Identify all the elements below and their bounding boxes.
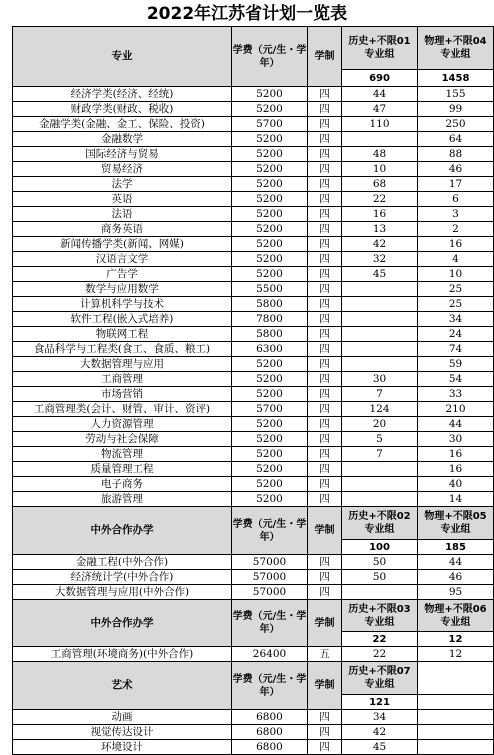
duration-cell: 四 [308, 177, 342, 192]
group1-total: 22 [342, 632, 418, 647]
group2-count-cell: 2 [418, 222, 494, 237]
table-row [13, 312, 494, 327]
group2-count-cell: 46 [418, 570, 494, 585]
section-header-row [13, 507, 494, 540]
major-cell: 工商管理 [13, 372, 232, 387]
group1-count-cell [342, 492, 418, 507]
major-cell: 财政学类(财政、税收) [13, 102, 232, 117]
group2-count-cell: 40 [418, 477, 494, 492]
table-row [13, 432, 494, 447]
major-cell: 汉语言文学 [13, 252, 232, 267]
duration-cell: 四 [308, 387, 342, 402]
table-row [13, 252, 494, 267]
duration-cell: 四 [308, 327, 342, 342]
group2-header-line: 物理+不限06 [424, 603, 487, 615]
major-cell: 数学与应用数学 [13, 282, 232, 297]
group2-count-cell: 25 [418, 297, 494, 312]
table-row [13, 192, 494, 207]
group1-count-cell: 34 [342, 710, 418, 725]
tuition-cell: 5200 [232, 252, 308, 267]
group2-count-cell: 17 [418, 177, 494, 192]
tuition-cell: 5200 [232, 147, 308, 162]
duration-cell: 四 [308, 462, 342, 477]
major-cell: 法学 [13, 177, 232, 192]
major-cell: 软件工程(嵌入式培养) [13, 312, 232, 327]
group2-header-line: 物理+不限05 [424, 511, 487, 522]
group1-header-line: 专业组 [364, 524, 395, 535]
group2-total: 1458 [418, 70, 494, 87]
table-row [13, 342, 494, 357]
major-cell: 劳动与社会保障 [13, 432, 232, 447]
tuition-cell: 5200 [232, 447, 308, 462]
group1-total: 121 [342, 695, 418, 710]
group2-count-cell: 88 [418, 147, 494, 162]
group2-count-cell: 74 [418, 342, 494, 357]
group2-count-cell: 250 [418, 117, 494, 132]
group1-count-cell: 45 [342, 267, 418, 282]
group1-count-cell: 48 [342, 147, 418, 162]
table-row [13, 297, 494, 312]
group1-count-cell: 42 [342, 725, 418, 740]
duration-cell: 四 [308, 357, 342, 372]
group1-count-cell: 68 [342, 177, 418, 192]
group1-header [342, 600, 418, 632]
duration-cell: 四 [308, 192, 342, 207]
group2-header [418, 662, 494, 695]
group1-count-cell: 22 [342, 647, 418, 662]
tuition-cell: 5700 [232, 117, 308, 132]
group1-header-line: 历史+不限02 [348, 511, 411, 522]
group2-count-cell: 54 [418, 372, 494, 387]
duration-cell: 四 [308, 555, 342, 570]
group1-count-cell: 44 [342, 87, 418, 102]
table-row [13, 372, 494, 387]
group1-count-cell: 45 [342, 740, 418, 755]
table-row [13, 447, 494, 462]
section-title: 中外合作办学 [13, 507, 232, 555]
duration-cell: 四 [308, 710, 342, 725]
tuition-cell: 5200 [232, 357, 308, 372]
group1-count-cell: 5 [342, 432, 418, 447]
major-cell: 国际经济与贸易 [13, 147, 232, 162]
major-cell: 金融工程(中外合作) [13, 555, 232, 570]
section-title: 艺术 [13, 662, 232, 710]
group1-count-cell: 22 [342, 192, 418, 207]
duration-cell: 四 [308, 87, 342, 102]
tuition-cell: 6800 [232, 710, 308, 725]
group2-count-cell [418, 740, 494, 755]
table-row [13, 725, 494, 740]
page-title: 2022年江苏省计划一览表 [146, 4, 348, 24]
group1-header [342, 507, 418, 540]
duration-cell: 四 [308, 570, 342, 585]
major-cell: 环境设计 [13, 740, 232, 755]
table-row [13, 387, 494, 402]
group1-count-cell: 42 [342, 237, 418, 252]
major-cell: 工商管理(环境商务)(中外合作) [13, 647, 232, 662]
group2-count-cell: 30 [418, 432, 494, 447]
group2-count-cell: 33 [418, 387, 494, 402]
tuition-header: 学费（元/生・学年） [232, 507, 308, 555]
group2-header [418, 600, 494, 632]
group1-header [342, 662, 418, 695]
duration-cell: 五 [308, 647, 342, 662]
tuition-cell: 5200 [232, 477, 308, 492]
duration-cell: 四 [308, 372, 342, 387]
group1-count-cell: 50 [342, 555, 418, 570]
duration-cell: 四 [308, 432, 342, 447]
group2-count-cell: 24 [418, 327, 494, 342]
tuition-cell: 5200 [232, 372, 308, 387]
group1-count-cell [342, 585, 418, 600]
major-cell: 金融数学 [13, 132, 232, 147]
tuition-cell: 5200 [232, 207, 308, 222]
tuition-cell: 5700 [232, 402, 308, 417]
tuition-cell: 5200 [232, 102, 308, 117]
tuition-cell: 5200 [232, 87, 308, 102]
tuition-cell: 5800 [232, 297, 308, 312]
group2-count-cell: 210 [418, 402, 494, 417]
group1-total: 100 [342, 540, 418, 555]
duration-header: 学制 [308, 662, 342, 710]
tuition-cell: 5200 [232, 162, 308, 177]
table-row [13, 740, 494, 755]
group2-count-cell: 16 [418, 237, 494, 252]
group2-header-line: 专业组 [440, 616, 471, 628]
group1-count-cell: 110 [342, 117, 418, 132]
major-cell: 经济学类(经济、经统) [13, 87, 232, 102]
table-row [13, 585, 494, 600]
duration-cell: 四 [308, 147, 342, 162]
major-cell: 动画 [13, 710, 232, 725]
table-row [13, 162, 494, 177]
tuition-cell: 26400 [232, 647, 308, 662]
group2-count-cell: 155 [418, 87, 494, 102]
major-cell: 电子商务 [13, 477, 232, 492]
tuition-header: 学费（元/生・学年） [232, 27, 308, 87]
tuition-cell: 5200 [232, 192, 308, 207]
major-cell: 计算机科学与技术 [13, 297, 232, 312]
group1-count-cell [342, 132, 418, 147]
table-row [13, 237, 494, 252]
duration-cell: 四 [308, 492, 342, 507]
table-row [13, 570, 494, 585]
group1-header-line: 历史+不限01 [348, 36, 411, 47]
tuition-cell: 5200 [232, 387, 308, 402]
section-title: 专业 [13, 27, 232, 87]
table-row [13, 477, 494, 492]
group1-count-cell: 30 [342, 372, 418, 387]
group2-total [418, 695, 494, 710]
major-cell: 英语 [13, 192, 232, 207]
table-row [13, 132, 494, 147]
major-cell: 市场营销 [13, 387, 232, 402]
duration-cell: 四 [308, 477, 342, 492]
group2-count-cell: 25 [418, 282, 494, 297]
group1-count-cell [342, 462, 418, 477]
tuition-cell: 5200 [232, 222, 308, 237]
duration-cell: 四 [308, 117, 342, 132]
group1-count-cell: 7 [342, 447, 418, 462]
group2-count-cell: 12 [418, 647, 494, 662]
major-cell: 人力资源管理 [13, 417, 232, 432]
group2-count-cell: 16 [418, 447, 494, 462]
duration-cell: 四 [308, 237, 342, 252]
group2-count-cell: 34 [418, 312, 494, 327]
group1-header-line: 专业组 [364, 49, 395, 60]
group2-header [418, 507, 494, 540]
tuition-cell: 5200 [232, 132, 308, 147]
tuition-header: 学费（元/生・学年） [232, 600, 308, 647]
group1-count-cell [342, 282, 418, 297]
tuition-header: 学费（元/生・学年） [232, 662, 308, 710]
table-row [13, 282, 494, 297]
group2-count-cell: 16 [418, 462, 494, 477]
table-row [13, 147, 494, 162]
table-row [13, 555, 494, 570]
table-row [13, 402, 494, 417]
major-cell: 经济统计学(中外合作) [13, 570, 232, 585]
table-row [13, 462, 494, 477]
major-cell: 法语 [13, 207, 232, 222]
group2-count-cell: 6 [418, 192, 494, 207]
duration-cell: 四 [308, 162, 342, 177]
major-cell: 旅游管理 [13, 492, 232, 507]
group1-count-cell: 50 [342, 570, 418, 585]
duration-cell: 四 [308, 585, 342, 600]
plan-table [12, 26, 494, 755]
group2-count-cell: 10 [418, 267, 494, 282]
table-row [13, 327, 494, 342]
major-cell: 视觉传达设计 [13, 725, 232, 740]
major-cell: 食品科学与工程类(食工、食质、粮工) [13, 342, 232, 357]
group2-header [418, 27, 494, 70]
duration-cell: 四 [308, 102, 342, 117]
duration-cell: 四 [308, 447, 342, 462]
group2-total: 185 [418, 540, 494, 555]
group1-header-line: 历史+不限07 [348, 666, 411, 677]
duration-cell: 四 [308, 342, 342, 357]
group2-count-cell: 99 [418, 102, 494, 117]
table-row [13, 267, 494, 282]
major-cell: 金融学类(金融、金工、保险、投资) [13, 117, 232, 132]
tuition-cell: 7800 [232, 312, 308, 327]
group1-count-cell: 13 [342, 222, 418, 237]
table-row [13, 357, 494, 372]
tuition-cell: 5200 [232, 417, 308, 432]
group1-count-cell [342, 342, 418, 357]
major-cell: 质量管理工程 [13, 462, 232, 477]
group1-total: 690 [342, 70, 418, 87]
group2-count-cell: 46 [418, 162, 494, 177]
tuition-cell: 5200 [232, 177, 308, 192]
group1-count-cell [342, 357, 418, 372]
major-cell: 贸易经济 [13, 162, 232, 177]
group2-count-cell [418, 710, 494, 725]
tuition-cell: 6800 [232, 725, 308, 740]
tuition-cell: 57000 [232, 570, 308, 585]
duration-cell: 四 [308, 222, 342, 237]
major-cell: 广告学 [13, 267, 232, 282]
section-header-row [13, 662, 494, 695]
tuition-cell: 5200 [232, 237, 308, 252]
major-cell: 大数据管理与应用 [13, 357, 232, 372]
tuition-cell: 5200 [232, 492, 308, 507]
tuition-cell: 5500 [232, 282, 308, 297]
table-row [13, 222, 494, 237]
tuition-cell: 6300 [232, 342, 308, 357]
duration-cell: 四 [308, 312, 342, 327]
table-row [13, 177, 494, 192]
duration-cell: 四 [308, 725, 342, 740]
group2-count-cell: 44 [418, 417, 494, 432]
tuition-cell: 57000 [232, 555, 308, 570]
tuition-cell: 5200 [232, 432, 308, 447]
group1-count-cell: 10 [342, 162, 418, 177]
group2-count-cell: 95 [418, 585, 494, 600]
table-row [13, 417, 494, 432]
group1-header-line: 历史+不限03 [348, 603, 411, 615]
group1-count-cell: 124 [342, 402, 418, 417]
duration-cell: 四 [308, 297, 342, 312]
table-row [13, 710, 494, 725]
tuition-cell: 5800 [232, 327, 308, 342]
major-cell: 工商管理类(会计、财管、审计、资评) [13, 402, 232, 417]
duration-cell: 四 [308, 252, 342, 267]
group2-count-cell: 14 [418, 492, 494, 507]
group2-count-cell: 4 [418, 252, 494, 267]
duration-header: 学制 [308, 27, 342, 87]
group2-count-cell [418, 725, 494, 740]
group2-total: 12 [418, 632, 494, 647]
duration-cell: 四 [308, 282, 342, 297]
section-header-row [13, 600, 494, 632]
group1-header-line: 专业组 [364, 679, 395, 690]
tuition-cell: 5200 [232, 267, 308, 282]
group2-count-cell: 44 [418, 555, 494, 570]
group2-header-line: 物理+不限04 [424, 36, 487, 47]
tuition-cell: 5200 [232, 462, 308, 477]
group2-count-cell: 59 [418, 357, 494, 372]
table-row [13, 87, 494, 102]
group1-count-cell: 16 [342, 207, 418, 222]
group2-header-line: 专业组 [440, 524, 471, 535]
group1-count-cell [342, 327, 418, 342]
group1-count-cell: 20 [342, 417, 418, 432]
group1-count-cell: 47 [342, 102, 418, 117]
duration-header: 学制 [308, 600, 342, 647]
section-header-row [13, 27, 494, 70]
group2-header-line: 专业组 [440, 49, 471, 60]
group1-count-cell [342, 477, 418, 492]
major-cell: 物流管理 [13, 447, 232, 462]
table-row [13, 117, 494, 132]
group1-header-line: 专业组 [364, 616, 395, 628]
major-cell: 新闻传播学类(新闻、网媒) [13, 237, 232, 252]
section-title: 中外合作办学 [13, 600, 232, 647]
group1-count-cell [342, 297, 418, 312]
group2-count-cell: 64 [418, 132, 494, 147]
duration-cell: 四 [308, 132, 342, 147]
duration-cell: 四 [308, 740, 342, 755]
duration-header: 学制 [308, 507, 342, 555]
table-row [13, 207, 494, 222]
duration-cell: 四 [308, 267, 342, 282]
tuition-cell: 57000 [232, 585, 308, 600]
group1-count-cell [342, 312, 418, 327]
group1-count-cell: 32 [342, 252, 418, 267]
group1-count-cell: 7 [342, 387, 418, 402]
table-row [13, 647, 494, 662]
tuition-cell: 6800 [232, 740, 308, 755]
group1-header [342, 27, 418, 70]
duration-cell: 四 [308, 417, 342, 432]
major-cell: 大数据管理与应用(中外合作) [13, 585, 232, 600]
duration-cell: 四 [308, 207, 342, 222]
major-cell: 物联网工程 [13, 327, 232, 342]
table-row [13, 102, 494, 117]
group2-count-cell: 3 [418, 207, 494, 222]
major-cell: 商务英语 [13, 222, 232, 237]
table-row [13, 492, 494, 507]
duration-cell: 四 [308, 402, 342, 417]
